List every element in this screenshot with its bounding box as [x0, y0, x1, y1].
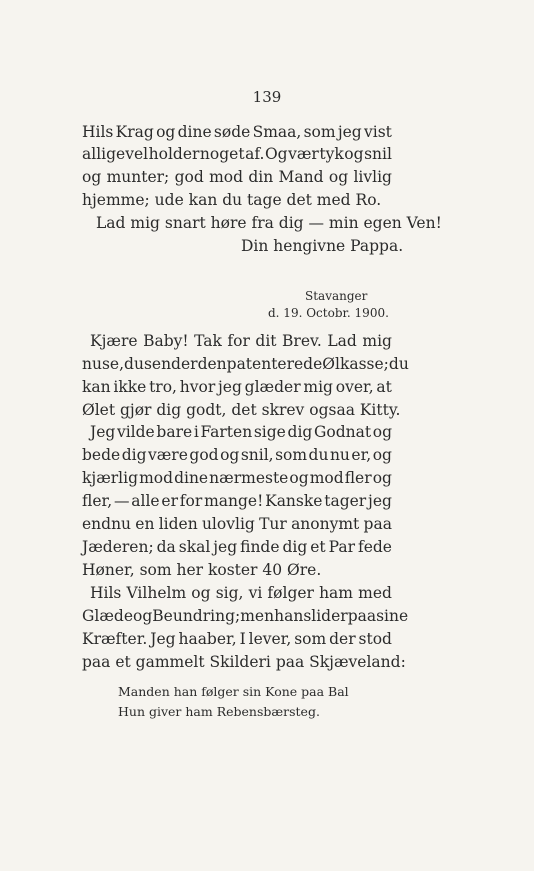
letter-line: [82, 537, 392, 557]
word: nu: [329, 446, 350, 464]
word: da: [156, 538, 176, 556]
word: alle: [131, 492, 160, 510]
word: Tak: [194, 332, 222, 350]
word: Jæderen;: [82, 538, 154, 556]
word: ikke: [113, 378, 147, 396]
word: snil,: [240, 446, 274, 464]
word: Godnat: [313, 423, 372, 441]
word: god: [189, 446, 219, 464]
page-number: 139: [252, 88, 282, 106]
word: patenterede: [226, 355, 323, 373]
letter-line: [82, 354, 409, 374]
word: han: [274, 607, 304, 625]
word: Hils: [90, 584, 122, 602]
word: som: [303, 123, 336, 141]
letter-line: [82, 167, 392, 187]
word: som: [294, 630, 327, 648]
word: bare: [156, 423, 193, 441]
word: jeg: [337, 123, 362, 141]
letter-line: hjemme; ude kan du tage det med Ro.: [82, 191, 382, 209]
word: mod: [209, 168, 244, 186]
word: fler: [344, 469, 372, 487]
word: munter;: [106, 168, 170, 186]
letter-line: [82, 377, 392, 397]
word: nærmeste: [209, 469, 289, 487]
word: mange!: [204, 492, 264, 510]
word: og: [328, 168, 349, 186]
word: dig: [287, 423, 313, 441]
word: et: [310, 538, 326, 556]
word: paa: [363, 515, 392, 533]
word: den: [197, 355, 227, 373]
word: tager: [324, 492, 367, 510]
word: god: [174, 168, 204, 186]
word: men: [240, 607, 275, 625]
letter-line: [82, 629, 392, 649]
word: glæder: [244, 378, 301, 396]
word: ham: [319, 584, 353, 602]
dateline-place: Stavanger: [305, 289, 368, 303]
word: over,: [335, 378, 374, 396]
word: Kanske: [265, 492, 323, 510]
word: jeg: [213, 538, 238, 556]
word: og: [220, 446, 240, 464]
word: og: [191, 584, 211, 602]
word: Brev.: [282, 332, 322, 350]
word: noget: [199, 145, 245, 163]
letter-line: [82, 468, 392, 488]
word: —: [113, 492, 130, 510]
word: mig: [303, 378, 333, 396]
word: haaber,: [178, 630, 237, 648]
word: din: [248, 168, 274, 186]
word: I: [239, 630, 246, 648]
word: dine: [174, 469, 209, 487]
word: og: [82, 168, 102, 186]
word: bede: [82, 446, 121, 464]
word: og: [372, 469, 392, 487]
word: Mand: [278, 168, 324, 186]
word: Kjære: [90, 332, 138, 350]
word: er,: [351, 446, 372, 464]
word: lever,: [248, 630, 292, 648]
word: kjærlig: [82, 469, 139, 487]
word: følger: [267, 584, 314, 602]
word: du: [124, 355, 144, 373]
word: vi: [248, 584, 263, 602]
letter-line: [90, 331, 392, 351]
word: Ølkasse;: [322, 355, 389, 373]
word: jeg: [218, 378, 242, 396]
word: i: [193, 423, 199, 441]
word: sine: [376, 607, 409, 625]
word: sige: [253, 423, 286, 441]
word: mod: [139, 469, 174, 487]
word: du: [308, 446, 329, 464]
word: Par: [328, 538, 355, 556]
word: for: [227, 332, 250, 350]
word: tro,: [149, 378, 177, 396]
letter-line: Lad mig snart høre fra dig — min egen Ven!: [96, 214, 442, 232]
signature: Din hengivne Pappa.: [241, 237, 404, 255]
word: at: [376, 378, 392, 396]
word: Vilhelm: [126, 584, 187, 602]
verse-line: Hun giver ham Rebensbærsteg.: [118, 704, 320, 719]
word: er: [161, 492, 178, 510]
word: mod: [309, 469, 344, 487]
word: endnu: [82, 515, 132, 533]
word: liden: [158, 515, 198, 533]
word: og: [133, 607, 153, 625]
letter-line: [82, 606, 409, 626]
word: holder: [148, 145, 200, 163]
letter-line: Ølet gjør dig godt, det skrev ogsaa Kitty.: [82, 401, 401, 419]
word: dit: [255, 332, 277, 350]
word: Jeg: [90, 423, 116, 441]
word: snil: [364, 145, 392, 163]
word: Glæde: [82, 607, 134, 625]
letter-line: [82, 491, 392, 511]
word: Kræfter.: [82, 630, 148, 648]
word: jeg: [368, 492, 392, 510]
dateline-date: d. 19. Octobr. 1900.: [268, 306, 389, 320]
word: livlig: [353, 168, 392, 186]
letter-line: [82, 445, 392, 465]
word: som: [275, 446, 308, 464]
word: sig,: [215, 584, 244, 602]
word: og: [156, 123, 176, 141]
word: anonymt: [291, 515, 360, 533]
word: Smaa,: [252, 123, 302, 141]
word: være: [147, 446, 188, 464]
letter-line: [82, 122, 392, 142]
word: søde: [213, 123, 251, 141]
word: dig: [282, 538, 308, 556]
letter-line: Høner, som her koster 40 Øre.: [82, 561, 322, 579]
word: Beundring;: [152, 607, 241, 625]
word: slider: [303, 607, 348, 625]
word: se,: [101, 355, 125, 373]
word: med: [358, 584, 392, 602]
word: alligevel: [82, 145, 149, 163]
word: Krag: [115, 123, 154, 141]
letter-line: [82, 514, 392, 534]
word: for: [179, 492, 203, 510]
word: kan: [82, 378, 111, 396]
word: Tur: [259, 515, 287, 533]
word: dine: [177, 123, 212, 141]
word: fede: [357, 538, 392, 556]
word: og: [372, 446, 392, 464]
word: finde: [240, 538, 280, 556]
word: du: [388, 355, 409, 373]
word: tyk: [319, 145, 344, 163]
word: og: [372, 423, 392, 441]
word: stod: [358, 630, 392, 648]
word: dig: [121, 446, 147, 464]
word: og: [289, 469, 309, 487]
word: nu: [82, 355, 102, 373]
word: og: [344, 145, 364, 163]
letter-line: [82, 144, 392, 164]
word: Farten: [200, 423, 253, 441]
word: Og: [264, 145, 288, 163]
word: af.: [245, 145, 265, 163]
letter-line: [90, 583, 392, 603]
word: ulovlig: [201, 515, 255, 533]
word: Jeg: [150, 630, 176, 648]
letter-line: [90, 422, 392, 442]
word: Lad: [327, 332, 357, 350]
word: skal: [178, 538, 211, 556]
word: paa: [347, 607, 377, 625]
word: mig: [362, 332, 392, 350]
word: der: [329, 630, 356, 648]
word: vist: [364, 123, 392, 141]
word: sender: [143, 355, 198, 373]
word: vilde: [116, 423, 155, 441]
word: vær: [288, 145, 319, 163]
word: Baby!: [143, 332, 189, 350]
word: en: [135, 515, 155, 533]
word: fler,: [82, 492, 113, 510]
verse-line: Manden han følger sin Kone paa Bal: [118, 684, 349, 699]
word: Hils: [82, 123, 114, 141]
letter-line: paa et gammelt Skilderi paa Skjæveland:: [82, 653, 406, 671]
word: hvor: [179, 378, 216, 396]
